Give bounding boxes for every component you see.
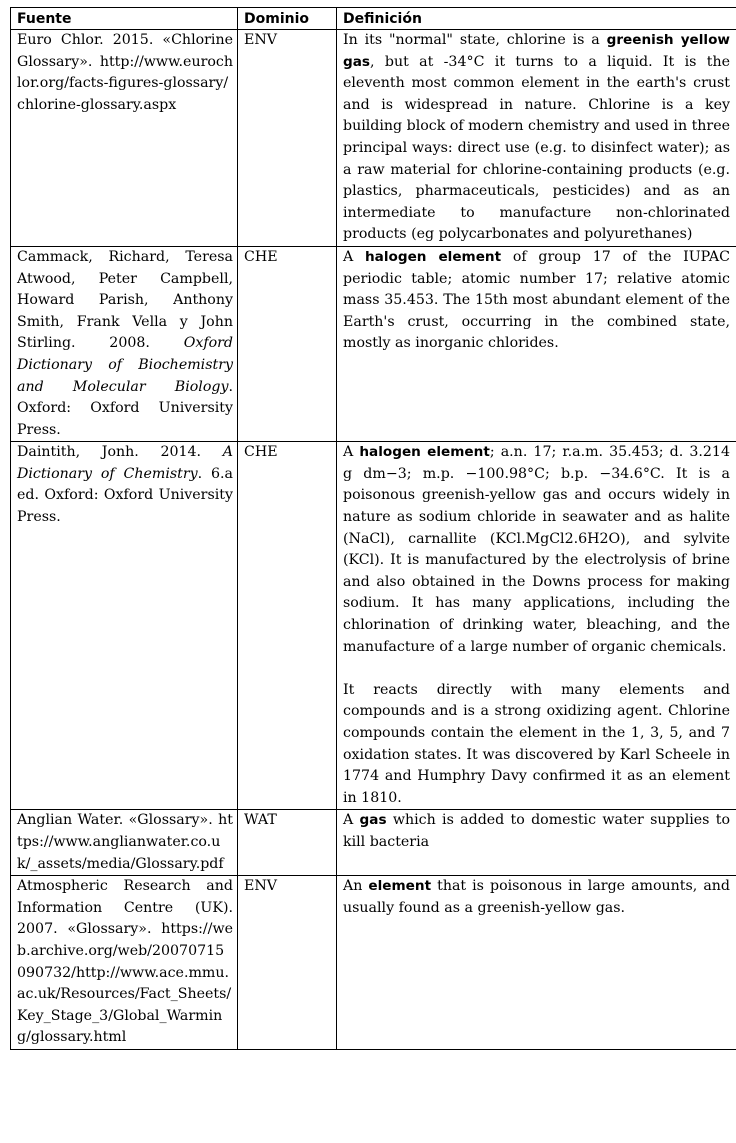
glossary-table xyxy=(10,7,736,1050)
source-url: https://web.archive.org/web/20070715090732/http://www.ace.mmu.ac.uk/Resources/Fact_Sheets/Key_Stage_3/Global_Warming/glossary.html xyxy=(17,921,233,1046)
header-definition: Definición xyxy=(337,8,736,30)
bold-term: gas xyxy=(359,812,387,829)
source-text: Anglian Water. «Glossary». xyxy=(17,812,219,829)
source-cell xyxy=(11,246,238,441)
definition-cell xyxy=(337,810,736,876)
definition-text: that is poisonous in large amounts, and usually found as a greenish-yellow gas. xyxy=(343,878,730,916)
definition-paragraph xyxy=(343,247,730,355)
definition-text: ; a.n. 17; r.a.m. 35.453; d. 3.214 g dm−3; m.p. −100.98°C; b.p. −34.6°C. It is a poisonous greenish-yellow gas and occurs widely in nature as sodium chloride in seawater and as halite (NaCl), carnallite (KCl.MgCl2.6H2O), and sylvite (KCl). It is manufactured by the electrolysis of brine and also obtained in the Downs process for making sodium. It has many applications, including the chlorination of drinking water, bleaching, and the manufacture of a large number of organic chemicals. xyxy=(343,444,730,655)
definition-paragraph xyxy=(343,442,730,658)
table-row xyxy=(11,876,736,1050)
domain-cell: WAT xyxy=(238,810,337,876)
definition-text: A xyxy=(343,444,360,461)
source-cell xyxy=(11,30,238,247)
header-row xyxy=(11,8,736,30)
definition-paragraph xyxy=(343,810,730,853)
source-cell xyxy=(11,442,238,810)
definition-cell xyxy=(337,246,736,441)
source-url: http://www.eurochlor.org/facts-figures-glossary/chlorine-glossary.aspx xyxy=(17,53,233,113)
definition-text: In its "normal" state, chlorine is a xyxy=(343,32,607,48)
definition-cell xyxy=(337,30,736,247)
table-row xyxy=(11,246,736,441)
definition-text: which is added to domestic water supplies to kill bacteria xyxy=(343,812,730,850)
definition-text: An xyxy=(343,878,369,895)
domain-cell: CHE xyxy=(238,442,337,810)
bold-term: element xyxy=(368,878,432,895)
definition-text: It reacts directly with many elements and compounds and is a strong oxidizing agent. Chlorine compounds contain the element in the 1, 3, 5, and 7 oxidation states. It was discovered by Karl Scheele in 1774 and Humphry Davy confirmed it as an element in 1810. xyxy=(343,681,730,806)
source-text: . Oxford: Oxford University Press. xyxy=(17,378,233,438)
definition-cell xyxy=(337,876,736,1050)
bold-term: halogen element xyxy=(359,444,490,461)
bold-term: greenish yellow gas xyxy=(343,32,730,70)
definition-text: A xyxy=(343,248,365,265)
bold-term: halogen element xyxy=(365,248,502,265)
source-text: Daintith, Jonh. 2014. xyxy=(17,444,223,461)
definition-text: of group 17 of the IUPAC periodic table; atomic number 17; relative atomic mass 35.453. The 15th most abundant element of the Earth's crust, occurring in the combined state, mostly as inorganic chlorides. xyxy=(343,248,730,352)
header-source: Fuente xyxy=(11,8,238,30)
source-url: https://www.anglianwater.co.uk/_assets/media/Glossary.pdf xyxy=(17,812,233,872)
definition-text: , but at -34°C it turns to a liquid. It is the eleventh most common element in the earth's crust and is widespread in nature. Chlorine is a key building block of modern chemistry and used in three principal ways: direct use (e.g. to disinfect water); as a raw material for chlorine-containing products (e.g. plastics, pharmaceuticals, pesticides) and as an intermediate to manufacture non-chlorinated products (eg polycarbonates and polyurethanes) xyxy=(343,53,731,243)
header-domain: Dominio xyxy=(238,8,337,30)
table-row xyxy=(11,30,736,247)
source-text: Cammack, Richard, Teresa Atwood, Peter Campbell, Howard Parish, Anthony Smith, Frank Vella y John Stirling. 2008. xyxy=(17,248,233,352)
italic-title: Oxford Dictionary of Biochemistry and Molecular Biology xyxy=(17,335,233,395)
table-row xyxy=(11,810,736,876)
source-cell xyxy=(11,810,238,876)
source-text: . 6.a ed. Oxford: Oxford University Press. xyxy=(17,465,233,526)
source-text: Euro Chlor. 2015. «Chlorine Glossary». xyxy=(17,32,233,70)
definition-paragraph xyxy=(343,876,730,919)
definition-paragraph xyxy=(343,30,730,246)
definition-paragraph xyxy=(343,680,730,810)
domain-cell: CHE xyxy=(238,246,337,441)
domain-cell: ENV xyxy=(238,30,337,247)
italic-title: A Dictionary of Chemistry xyxy=(17,444,233,482)
domain-cell: ENV xyxy=(238,876,337,1050)
definition-text: A xyxy=(343,812,360,829)
table-row xyxy=(11,442,736,810)
definition-cell xyxy=(337,442,736,810)
source-text: Atmospheric Research and Information Centre (UK). 2007. «Glossary». xyxy=(17,878,233,938)
source-cell xyxy=(11,876,238,1050)
table-body xyxy=(11,30,736,1050)
